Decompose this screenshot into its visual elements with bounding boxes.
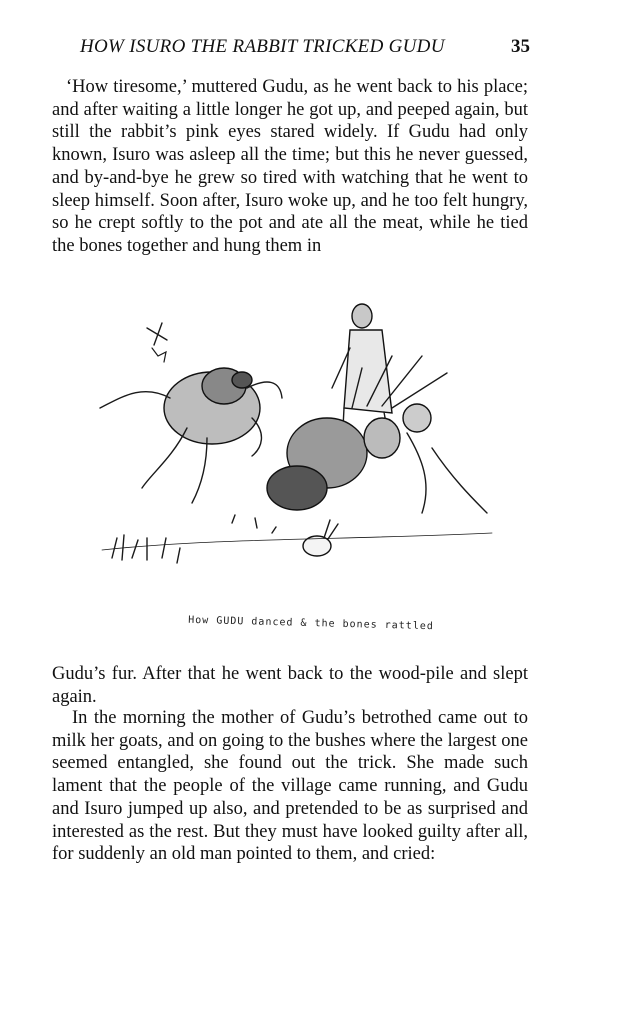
illustration-caption: How GUDU danced & the bones rattled: [188, 614, 434, 633]
paragraph-text: In the morning the mother of Gudu’s betrothed came out to milk her goats, and on going to the bushes where the largest one seemed entangled, she found out the trick. She made such lament that the people of the village came running, and Gudu and Isuro jumped up also, and pretended to be as surprised and interested as the rest. But they must have looked guilty after all, for suddenly an old man pointed to them, and cried:: [52, 708, 528, 865]
chapter-title: HOW ISURO THE RABBIT TRICKED GUDU: [80, 36, 445, 57]
illustration-drawing: [92, 288, 512, 616]
running-header: [60, 36, 530, 60]
paragraph-text: Gudu’s fur. After that he went back to the wood-pile and slept again.: [52, 664, 528, 707]
page-number: 35: [511, 36, 530, 57]
paragraph-text: ‘How tiresome,’ muttered Gudu, as he went back to his place; and after waiting a little longer he got up, and peeped again, but still the rabbit’s pink eyes stared widely. If Gudu had only known, Isuro was asleep all the time; but this he never guessed, and by-and-bye he grew so tired with watching that he went to sleep himself. Soon after, Isuro woke up, and he too felt hungry, so he crept softly to the pot and ate all the meat, while he tied the bones together and hung them in: [52, 77, 528, 256]
illustration-gudu-dancing: [92, 288, 512, 616]
